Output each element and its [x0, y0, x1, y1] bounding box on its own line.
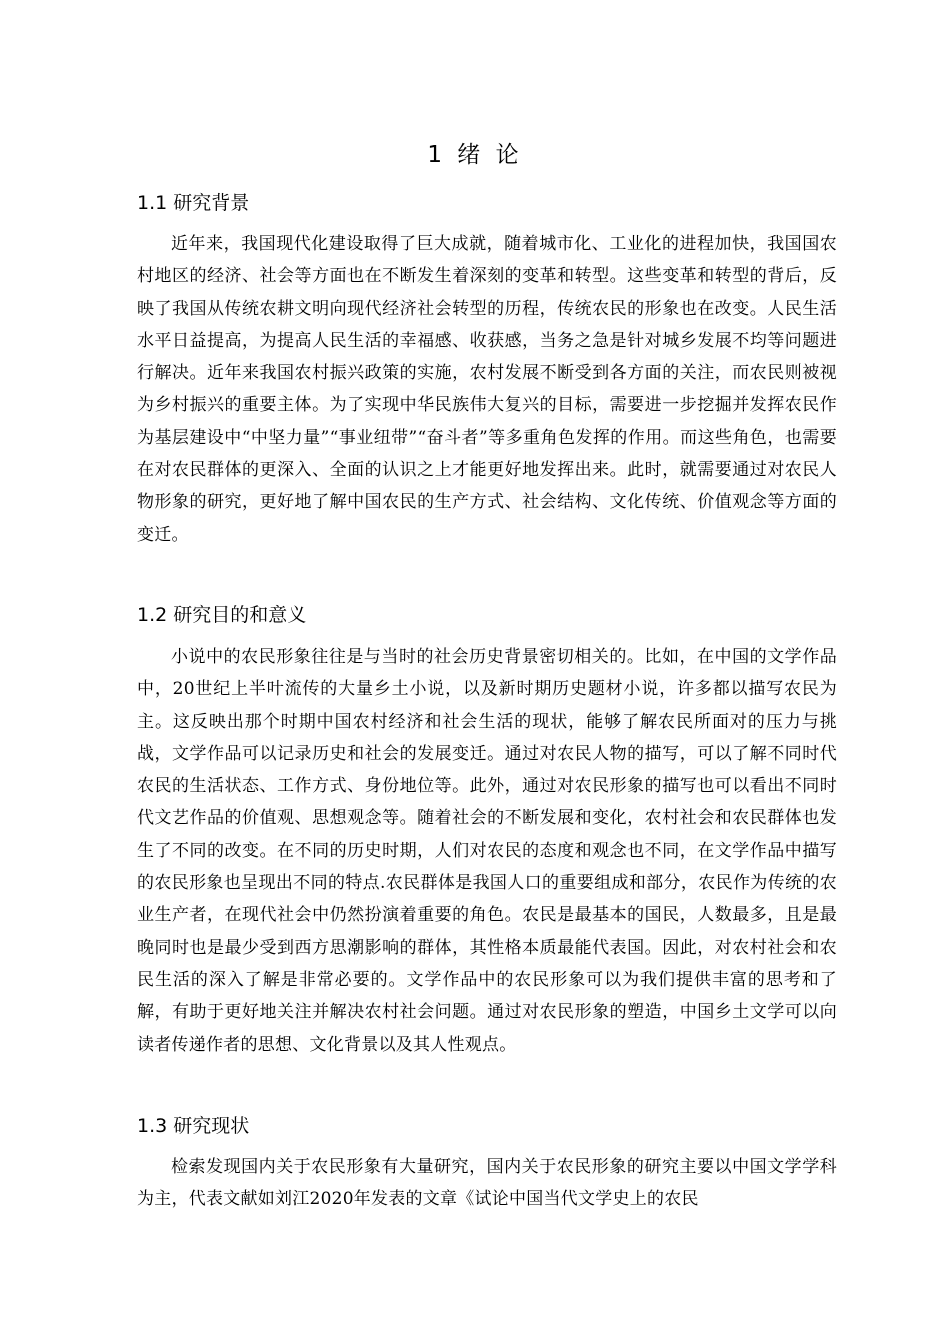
section-heading-1-2: 1.2 研究目的和意义: [137, 604, 307, 626]
section-paragraph-1-3: 检索发现国内关于农民形象有大量研究，国内关于农民形象的研究主要以中国文学学科为主，代表文献如刘江2020年发表的文章《试论中国当代文学史上的农民: [137, 1157, 837, 1210]
section-heading-1-1: 1.1 研究背景: [137, 192, 250, 214]
chapter-title: 1 绪 论: [427, 142, 523, 168]
section-paragraph-1-1: 近年来，我国现代化建设取得了巨大成就，随着城市化、工业化的进程加快，我国国农村地区的经济、社会等方面也在不断发生着深刻的变革和转型。这些变革和转型的背后，反映了我国从传统农耕文明向现代经济社会转型的历程，传统农民的形象也在改变。人民生活水平日益提高，为提高人民生活的幸福感、收获感，当务之急是针对城乡发展不均等问题进行解决。近年来我国农村振兴政策的实施，农村发展不断受到各方面的关注，而农民则被视为乡村振兴的重要主体。为了实现中华民族伟大复兴的目标，需要进一步挖掘并发挥农民作为基层建设中“中坚力量”“事业纽带”“奋斗者”等多重角色发挥的作用。而这些角色，也需要在对农民群体的更深入、全面的认识之上才能更好地发挥出来。此时，就需要通过对农民人物形象的研究，更好地了解中国农民的生产方式、社会结构、文化传统、价值观念等方面的变迁。: [137, 234, 837, 545]
section-paragraph-1-2: 小说中的农民形象往往是与当时的社会历史背景密切相关的。比如，在中国的文学作品中，20世纪上半叶流传的大量乡土小说，以及新时期历史题材小说，许多都以描写农民为主。这反映出那个时期中国农村经济和社会生活的现状，能够了解农民所面对的压力与挑战，文学作品可以记录历史和社会的发展变迁。通过对农民人物的描写，可以了解不同时代农民的生活状态、工作方式、身份地位等。此外，通过对农民形象的描写也可以看出不同时代文艺作品的价值观、思想观念等。随着社会的不断发展和变化，农村社会和农民群体也发生了不同的改变。在不同的历史时期，人们对农民的态度和观念也不同，在文学作品中描写的农民形象也呈现出不同的特点.农民群体是我国人口的重要组成和部分，农民作为传统的农业生产者，在现代社会中仍然扮演着重要的角色。农民是最基本的国民，人数最多，且是最晚同时也是最少受到西方思潮影响的群体，其性格本质最能代表国。因此，对农村社会和农民生活的深入了解是非常必要的。文学作品中的农民形象可以为我们提供丰富的思考和了解，有助于更好地关注并解决农村社会问题。通过对农民形象的塑造，中国乡土文学可以向读者传递作者的思想、文化背景以及其人性观点。: [137, 647, 837, 1055]
section-heading-1-3: 1.3 研究现状: [137, 1115, 250, 1137]
